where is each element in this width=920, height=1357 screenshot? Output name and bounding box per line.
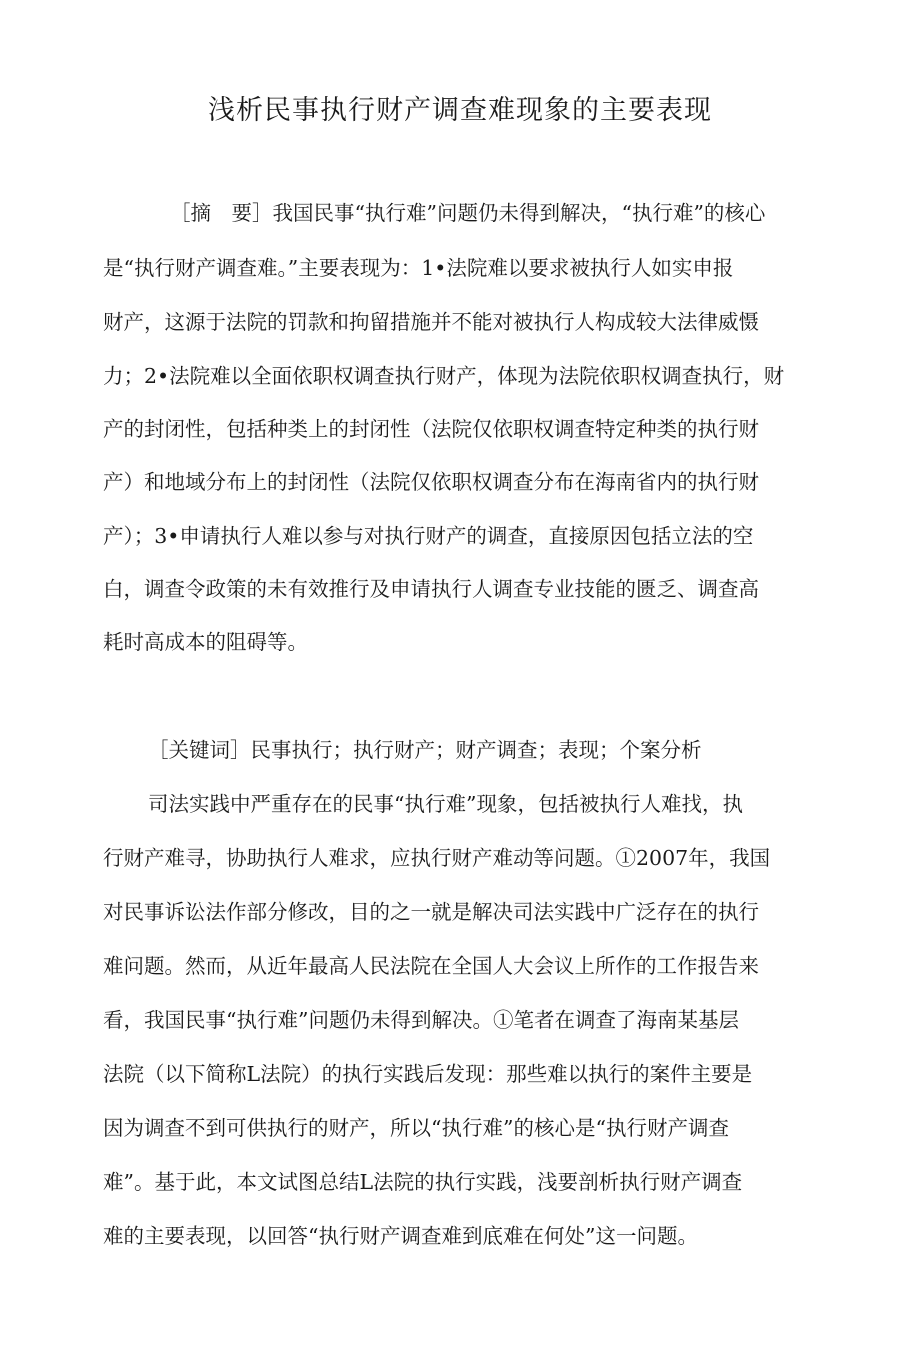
body-line: 对民事诉讼法作部分修改，目的之一就是解决司法实践中广泛存在的执行 bbox=[103, 900, 759, 924]
abstract-line: 产）和地域分布上的封闭性（法院仅依职权调查分布在海南省内的执行财 bbox=[103, 470, 759, 494]
abstract-line: 白，调查令政策的未有效推行及申请执行人调查专业技能的匮乏、调查高 bbox=[103, 577, 759, 601]
body-line: 难”。基于此，本文试图总结L法院的执行实践，浅要剖析执行财产调查 bbox=[103, 1170, 743, 1194]
page-title: 浅析民事执行财产调查难现象的主要表现 bbox=[208, 95, 712, 126]
keywords: ［关键词］民事执行；执行财产；财产调查；表现；个案分析 bbox=[148, 738, 702, 762]
body-line: 难问题。然而，从近年最高人民法院在全国人大会议上所作的工作报告来 bbox=[103, 954, 759, 978]
abstract-line: 力；2•法院难以全面依职权调查执行财产，体现为法院依职权调查执行，财 bbox=[103, 364, 785, 388]
body-line: 难的主要表现，以回答“执行财产调查难到底难在何处”这一问题。 bbox=[103, 1224, 698, 1248]
abstract-line: 产的封闭性，包括种类上的封闭性（法院仅依职权调查特定种类的执行财 bbox=[103, 417, 759, 441]
body-line: 司法实践中严重存在的民事“执行难”现象，包括被执行人难找，执 bbox=[148, 792, 743, 816]
body-line: 法院（以下简称L法院）的执行实践后发现：那些难以执行的案件主要是 bbox=[103, 1062, 753, 1086]
abstract-line: 耗时高成本的阻碍等。 bbox=[103, 630, 308, 654]
abstract-line: 产）；3•申请执行人难以参与对执行财产的调查，直接原因包括立法的空 bbox=[103, 524, 754, 548]
body-line: 因为调查不到可供执行的财产，所以“执行难”的核心是“执行财产调查 bbox=[103, 1116, 729, 1140]
abstract-line: 是“执行财产调查难。”主要表现为：1•法院难以要求被执行人如实申报 bbox=[103, 256, 734, 280]
body-line: 行财产难寻，协助执行人难求，应执行财产难动等问题。①2007年，我国 bbox=[103, 846, 771, 870]
abstract-line: ［摘 要］我国民事“执行难”问题仍未得到解决，“执行难”的核心 bbox=[170, 201, 766, 225]
body-line: 看，我国民事“执行难”问题仍未得到解决。①笔者在调查了海南某基层 bbox=[103, 1008, 739, 1032]
abstract-line: 财产，这源于法院的罚款和拘留措施并不能对被执行人构成较大法律威慑 bbox=[103, 310, 759, 334]
